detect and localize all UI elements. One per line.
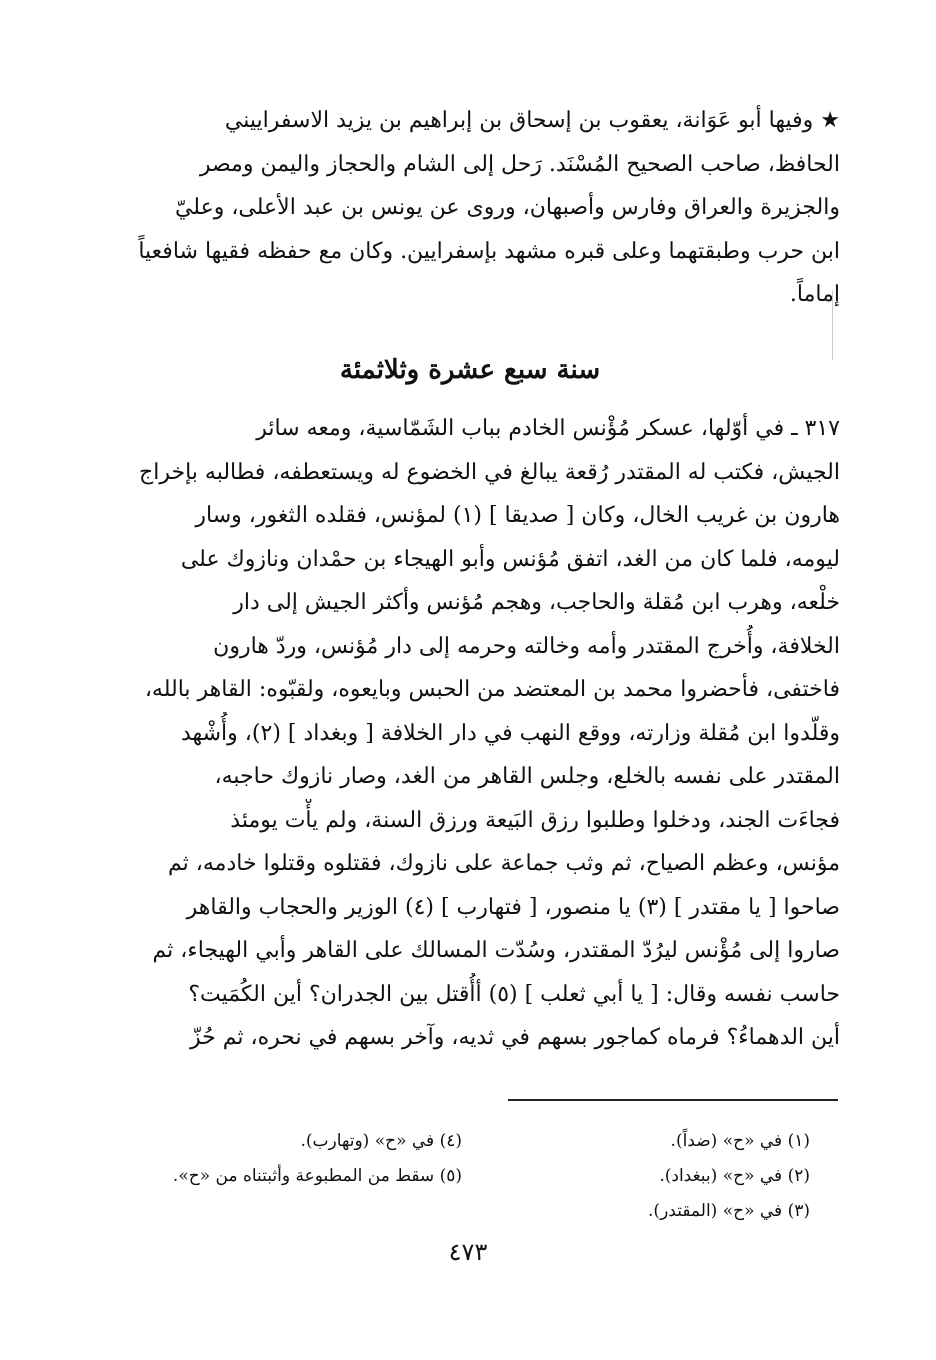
intro-line: والجزيرة والعراق وفارس وأصبهان، وروى عن يونس بن عبد الأعلى، وعليّ (174, 195, 840, 220)
section-heading: سنة سبع عشرة وثلاثمئة (339, 355, 601, 385)
main-line: وقلّدوا ابن مُقلة وزارته، ووقع النهب في دار الخلافة [ وبغداد ] (٢)، وأُشْهد (180, 720, 840, 746)
main-line: فجاءَت الجند، ودخلوا وطلبوا رزق البَيعة ورزق السنة، ولم يأْت يومئذ (230, 807, 840, 833)
main-line: ٣١٧ ـ في أوّلها، عسكر مُؤْنس الخادم بباب الشَمّاسية، ومعه سائر (256, 416, 840, 441)
footnote: (١) في «ح» (ضداً). (670, 1131, 810, 1151)
main-line: حاسب نفسه وقال: [ يا أبي ثعلب ] (٥) أأُقتل بين الجدران؟ أين الكُمَيت؟ (188, 981, 840, 1007)
main-line: مؤنس، وعظم الصياح، ثم وثب جماعة على نازوك، فقتلوه وقتلوا خادمه، ثم (168, 851, 840, 876)
footnotes-column-right (510, 1124, 810, 1229)
main-line: الجيش، فكتب له المقتدر رُقعة يبالغ في الخضوع له ويستعطفه، فطالبه بإخراج (139, 459, 840, 485)
page-number: ٤٧٣ (448, 1238, 488, 1266)
main-line: خلْعه، وهرب ابن مُقلة والحاجب، وهجم مُؤنس وأكثر الجيش إلى دار (233, 590, 840, 615)
intro-line: ★ وفيها أبو عَوَانة، يعقوب بن إسحاق بن إبراهيم بن يزيد الاسفراييني (224, 108, 840, 133)
intro-line: إماماً. (789, 282, 840, 307)
footnote: (٤) في «ح» (وتهارب). (300, 1131, 462, 1151)
footnotes-column-left (102, 1124, 462, 1194)
main-line: الخلافة، وأُخرج المقتدر وأمه وخالته وحرمه إلى دار مُؤنس، وردّ هارون (213, 633, 840, 659)
main-line: صاروا إلى مُؤْنس ليرُدّ المقتدر، وسُدّت المسالك على القاهر وأبي الهيجاء، ثم (152, 938, 840, 963)
main-line: صاحوا [ يا مقتدر ] (٣) يا منصور، [ فتهارب ] (٤) الوزير والحجاب والقاهر (186, 894, 840, 920)
intro-line: ابن حرب وطبقتهما وعلى قبره مشهد بإسفرايين. وكان مع حفظه فقيها شافعياً (138, 238, 840, 264)
footnote-separator (508, 1099, 838, 1101)
intro-paragraph (100, 99, 840, 317)
footnote: (٢) في «ح» (ببغداد). (659, 1166, 810, 1186)
intro-line: الحافظ، صاحب الصحيح المُسْنَد. رَحل إلى الشام والحجاز واليمن ومصر (199, 151, 840, 177)
main-line: المقتدر على نفسه بالخلع، وجلس القاهر من الغد، وصار نازوك حاجبه، (214, 764, 840, 789)
main-line: أين الدهماءُ؟ فرماه كماجور بسهم في ثديه، وآخر بسهم في نحره، ثم حُزّ (190, 1025, 840, 1050)
main-paragraph (100, 407, 840, 1060)
footnote: (٣) في «ح» (المقتدر). (648, 1201, 810, 1221)
main-line: فاختفى، فأحضروا محمد بن المعتضد من الحبس وبايعوه، ولقبّوه: القاهر بالله، (144, 677, 840, 702)
main-line: هارون بن غريب الخال، وكان [ صديقا ] (١) لمؤنس، فقلده الثغور، وسار (195, 503, 840, 528)
main-line: ليومه، فلما كان من الغد، اتفق مُؤنس وأبو الهيجاء بن حمْدان ونازوك على (180, 546, 840, 572)
footnote: (٥) سقط من المطبوعة وأثبتناه من «ح». (172, 1166, 462, 1186)
